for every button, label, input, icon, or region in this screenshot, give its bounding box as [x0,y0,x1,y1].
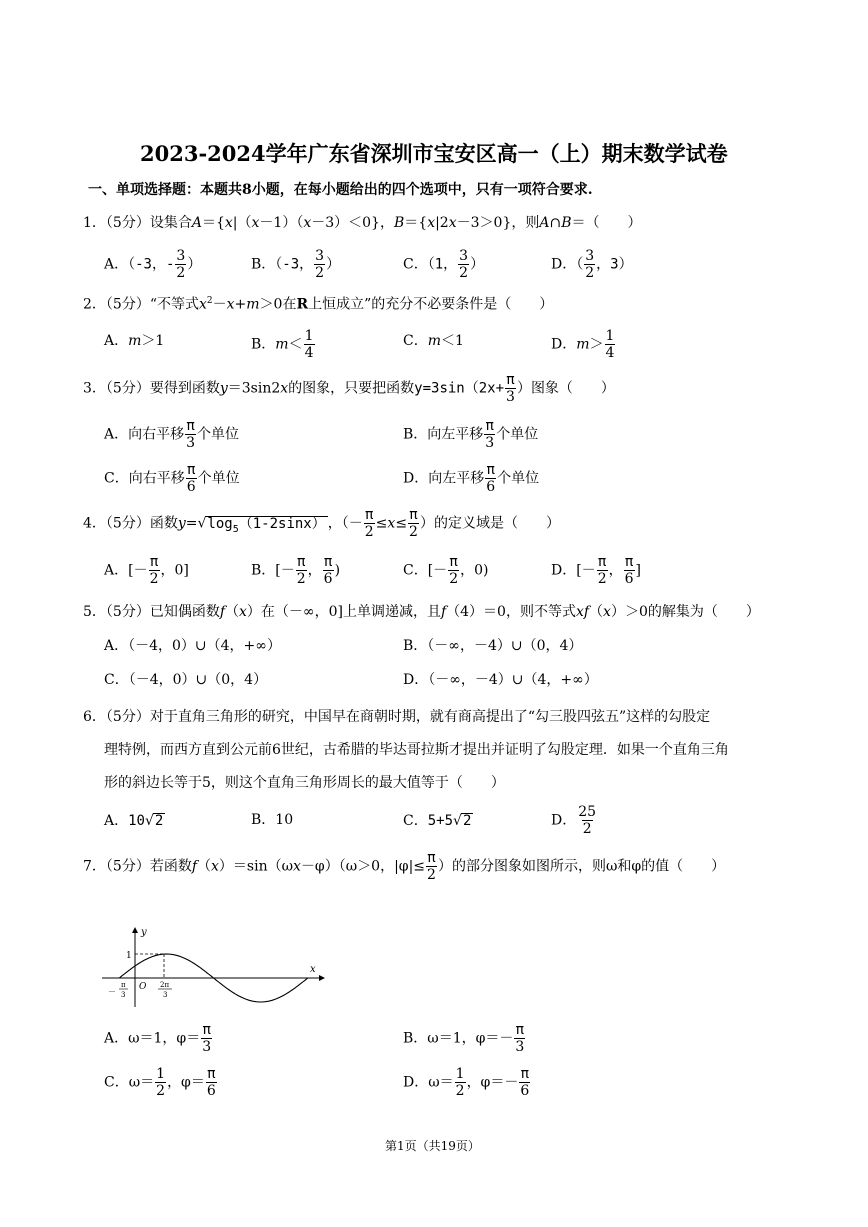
question-2-option-d[interactable]: D．m＞ $\frac{1}{4}$ [551,328,615,361]
question-4-stem: 4．（5分）函数$y=√\log_5(1-2\sin x)$ ，（－ $\frac{\pi}{2}$ ≤x≤ $\frac{\pi}{2}$ ）的定义域是（ ） [83,507,560,540]
page-footer: 第1页（共19页） [385,1139,480,1153]
question-5-option-c[interactable]: C．（－4，0）∪（0，4） [104,672,268,688]
question-4-option-d[interactable]: D．[－ $\frac{\pi}{2}$ ， $\frac{\pi}{6}$ ] [551,554,641,587]
pos-pi-den: 3 [163,991,168,999]
question-7-option-c[interactable]: C．ω＝ $\frac{1}{2}$ ，φ＝ $\frac{\pi}{6}$ [104,1066,216,1099]
question-6-line-3: 形的斜边长等于5，则这个直角三角形周长的最大值等于（ ） [104,775,505,791]
x-axis-label: x [310,964,316,975]
question-6-line-2: 理特例，而西方直到公元前6世纪，古希腊的毕达哥拉斯才提出并证明了勾股定理．如果一个直角三角 [104,742,729,758]
question-1-option-c[interactable]: C．（1， $\frac{3}{2}$ ） [403,248,485,281]
origin-label: O [139,982,147,992]
question-3-option-a[interactable]: A．向右平移 $\frac{\pi}{3}$ 个单位 [104,418,240,451]
neg-sign: － [108,987,116,996]
neg-pi-num: π [121,981,126,989]
question-2-option-a[interactable]: A．m＞1 [104,333,165,349]
question-7-option-a[interactable]: A．ω＝1，φ＝ $\frac{\pi}{3}$ [104,1022,212,1055]
question-1-stem: 1．（5分）设集合A＝{x|（x－1）（x－3）＜0}，B＝{x|2x－3＞0}，则A∩B＝（ ） [83,215,642,231]
question-6-option-b[interactable]: B．10 [251,812,294,828]
question-3-option-c[interactable]: C．向右平移 $\frac{\pi}{6}$ 个单位 [104,462,240,495]
question-3-option-b[interactable]: B．向左平移 $\frac{\pi}{3}$ 个单位 [403,418,539,451]
question-6-option-d[interactable]: D． $\frac{25}{2}$ [551,804,597,837]
page-title: 2023-2024学年广东省深圳市宝安区高一（上）期末数学试卷 [140,141,728,166]
question-6-option-c[interactable]: C．5+5√2 [403,813,472,829]
question-2-option-c[interactable]: C．m＜1 [403,333,464,349]
question-6-option-a[interactable]: A．10√2 [104,813,164,829]
question-7-stem: 7．（5分）若函数f（x）＝sin（ωx－φ）（ω＞0，|φ|≤ $\frac{\pi}{2}$ ）的部分图象如图所示，则ω和φ的值（ ） [83,850,726,883]
question-5-stem: 5．（5分）已知偶函数f（x）在（－∞，0]上单调递减，且f（4）＝0，则不等式xf（x）＞0的解集为（ ） [83,604,760,620]
question-1-option-b[interactable]: B．（-3， $\frac{3}{2}$ ） [251,248,341,281]
question-4-option-b[interactable]: B．[－ $\frac{\pi}{2}$ ， $\frac{\pi}{6}$ ) [251,554,341,587]
question-2-option-b[interactable]: B．m＜ $\frac{1}{4}$ [251,328,314,361]
question-2-stem: 2．（5分）“不等式$x^2-x+m>0$在R上恒成立”的充分不必要条件是（ ） [83,296,554,313]
question-6-line-1: 6．（5分）对于直角三角形的研究，中国早在商朝时期，就有商高提出了“勾三股四弦五”这样的勾股定 [83,709,711,725]
question-1-option-a[interactable]: A．（-3，- $\frac{3}{2}$ ） [104,248,202,281]
question-1-option-d[interactable]: D．（ $\frac{3}{2}$ ，3） [551,248,633,281]
neg-pi-den: 3 [121,991,126,999]
question-7-option-d[interactable]: D．ω＝ $\frac{1}{2}$ ，φ＝－ $\frac{\pi}{6}$ [403,1066,530,1099]
pos-pi-num: 2π [160,981,170,989]
question-4-option-a[interactable]: A．[－ $\frac{\pi}{2}$ ，0] [104,554,189,587]
section-heading: 一、单项选择题：本题共8小题，在每小题给出的四个选项中，只有一项符合要求. [88,182,593,198]
function-graph [100,925,330,1010]
question-5-option-a[interactable]: A．（－4，0）∪（4，+∞） [104,638,281,654]
question-4-option-c[interactable]: C．[－ $\frac{\pi}{2}$ ，0) [403,554,489,587]
question-7-option-b[interactable]: B．ω＝1，φ＝－ $\frac{\pi}{3}$ [403,1022,525,1055]
question-3-option-d[interactable]: D．向左平移 $\frac{\pi}{6}$ 个单位 [403,462,540,495]
question-5-option-d[interactable]: D．（－∞，－4）∪（4，+∞） [403,672,598,688]
question-5-option-b[interactable]: B．（－∞，－4）∪（0，4） [403,638,583,654]
question-3-stem: 3．（5分）要得到函数y＝3sin2x的图象，只要把函数y=3sin（2x+ $\frac{\pi}{3}$ ）图象（ ） [83,372,615,405]
tick-one: 1 [126,951,132,961]
y-axis-label: y [141,927,147,938]
